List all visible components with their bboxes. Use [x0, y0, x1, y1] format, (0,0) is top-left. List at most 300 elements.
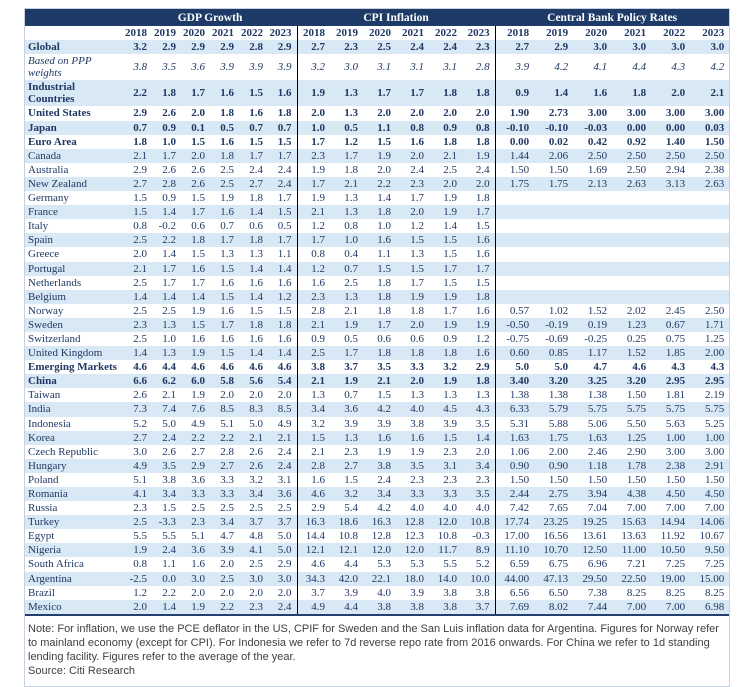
- cb-value: 0.02: [534, 135, 573, 149]
- gdp-value: 2.6: [239, 445, 268, 459]
- cpi-value: 1.7: [297, 233, 330, 247]
- gdp-value: 2.7: [123, 431, 152, 445]
- table-row: [25, 318, 729, 332]
- cb-value: [534, 247, 573, 261]
- gdp-value: 1.4: [152, 600, 181, 615]
- cb-value: [612, 191, 651, 205]
- cpi-value: 1.5: [363, 135, 396, 149]
- cpi-value: 2.3: [396, 473, 429, 487]
- cpi-value: 2.0: [462, 177, 495, 191]
- cb-value: 2.1: [690, 80, 729, 106]
- gdp-value: 2.2: [152, 586, 181, 600]
- cpi-value: 2.3: [330, 445, 363, 459]
- section-header-gdp: GDP Growth: [123, 9, 297, 26]
- row-label: Greece: [25, 247, 123, 261]
- cb-value: 3.9: [495, 54, 534, 80]
- gdp-value: 5.6: [239, 374, 268, 388]
- cpi-value: 4.6: [297, 487, 330, 501]
- gdp-value: 4.9: [268, 417, 297, 431]
- cpi-value: 10.8: [462, 515, 495, 529]
- gdp-value: 2.5: [239, 557, 268, 571]
- gdp-value: 2.8: [210, 445, 239, 459]
- gdp-value: 1.7: [268, 149, 297, 163]
- cpi-value: 3.1: [429, 459, 462, 473]
- cb-value: 8.25: [612, 586, 651, 600]
- cb-value: [534, 191, 573, 205]
- cpi-value: 1.7: [429, 304, 462, 318]
- gdp-value: -2.5: [123, 572, 152, 586]
- gdp-value: 5.5: [152, 529, 181, 543]
- table-row: [25, 54, 729, 80]
- gdp-value: 1.6: [181, 557, 210, 571]
- gdp-value: 2.2: [210, 600, 239, 615]
- cpi-value: 3.5: [462, 417, 495, 431]
- cb-value: 23.25: [534, 515, 573, 529]
- cpi-value: 1.7: [396, 80, 429, 106]
- gdp-value: 1.0: [152, 332, 181, 346]
- gdp-value: 2.5: [123, 276, 152, 290]
- row-label: Canada: [25, 149, 123, 163]
- label-column-header: [25, 26, 123, 40]
- gdp-value: 4.8: [239, 529, 268, 543]
- cpi-value: 1.3: [396, 247, 429, 261]
- row-label: Based on PPP weights: [25, 54, 123, 80]
- gdp-value: 6.2: [152, 374, 181, 388]
- table-row: [25, 586, 729, 600]
- cb-value: 2.73: [534, 106, 573, 120]
- cpi-value: 12.8: [396, 515, 429, 529]
- cpi-value: 14.0: [429, 572, 462, 586]
- cpi-value: 1.2: [462, 332, 495, 346]
- cb-value: 5.75: [651, 402, 690, 416]
- gdp-value: 0.9: [152, 121, 181, 135]
- gdp-value: 3.3: [210, 473, 239, 487]
- table-row: [25, 149, 729, 163]
- gdp-value: 3.1: [268, 473, 297, 487]
- gdp-value: 1.5: [239, 304, 268, 318]
- gdp-value: 1.5: [268, 205, 297, 219]
- cpi-value: 2.5: [429, 163, 462, 177]
- cpi-value: 3.8: [462, 586, 495, 600]
- cb-value: 6.75: [534, 557, 573, 571]
- cb-value: 1.63: [495, 431, 534, 445]
- gdp-value: 3.9: [210, 543, 239, 557]
- gdp-value: 5.5: [123, 529, 152, 543]
- gdp-value: 6.6: [123, 374, 152, 388]
- gdp-value: 1.7: [181, 276, 210, 290]
- gdp-value: 3.6: [268, 487, 297, 501]
- cb-value: 0.75: [651, 332, 690, 346]
- cpi-value: 1.8: [363, 205, 396, 219]
- table-row: [25, 163, 729, 177]
- gdp-value: 1.4: [239, 346, 268, 360]
- cb-value: 1.50: [534, 163, 573, 177]
- cpi-value: 1.4: [429, 219, 462, 233]
- cb-value: 0.19: [573, 318, 612, 332]
- gdp-value: 1.7: [239, 149, 268, 163]
- table-row: [25, 402, 729, 416]
- cb-value: 9.50: [690, 543, 729, 557]
- cb-value: -0.03: [573, 121, 612, 135]
- gdp-value: 0.1: [181, 121, 210, 135]
- cb-value: 3.00: [612, 106, 651, 120]
- table-row: [25, 360, 729, 374]
- gdp-value: 2.0: [181, 149, 210, 163]
- row-label: Russia: [25, 501, 123, 515]
- gdp-value: 2.5: [152, 304, 181, 318]
- cpi-value: 1.5: [363, 388, 396, 402]
- cb-value: 13.61: [573, 529, 612, 543]
- cpi-value: 1.8: [429, 135, 462, 149]
- cpi-value: 2.5: [297, 346, 330, 360]
- cpi-value: 1.7: [330, 346, 363, 360]
- section-header-row: [25, 9, 729, 26]
- cb-value: [495, 233, 534, 247]
- cb-value: 5.06: [573, 417, 612, 431]
- cpi-value: 34.3: [297, 572, 330, 586]
- cb-value: 1.6: [573, 80, 612, 106]
- cpi-value: 3.3: [429, 487, 462, 501]
- cb-value: 2.50: [690, 304, 729, 318]
- cb-value: 7.25: [690, 557, 729, 571]
- cb-value: 2.63: [612, 177, 651, 191]
- cpi-value: 1.9: [429, 290, 462, 304]
- row-label: China: [25, 374, 123, 388]
- cpi-value: 1.8: [396, 346, 429, 360]
- cpi-value: 4.3: [462, 402, 495, 416]
- cb-value: 1.52: [573, 304, 612, 318]
- cb-value: 1.02: [534, 304, 573, 318]
- cpi-value: 2.0: [429, 106, 462, 120]
- cb-value: 7.00: [690, 501, 729, 515]
- cpi-value: 1.3: [297, 388, 330, 402]
- cpi-value: 2.8: [297, 459, 330, 473]
- row-label: India: [25, 402, 123, 416]
- gdp-value: 4.9: [181, 417, 210, 431]
- gdp-value: 1.8: [123, 135, 152, 149]
- gdp-value: 2.2: [210, 431, 239, 445]
- gdp-value: 3.4: [210, 515, 239, 529]
- cb-value: 1.18: [573, 459, 612, 473]
- cpi-value: 0.8: [396, 121, 429, 135]
- cb-value: 11.00: [612, 543, 651, 557]
- cb-value: 0.9: [495, 80, 534, 106]
- cpi-value: 16.3: [363, 515, 396, 529]
- gdp-value: 2.5: [123, 515, 152, 529]
- table-row: [25, 276, 729, 290]
- gdp-value: 1.6: [268, 276, 297, 290]
- cpi-value: 12.1: [330, 543, 363, 557]
- cb-value: 1.69: [573, 163, 612, 177]
- table-row: [25, 543, 729, 557]
- year-header-cpi: 2022: [429, 26, 462, 40]
- cpi-value: 1.8: [429, 80, 462, 106]
- cb-value: 2.0: [651, 80, 690, 106]
- cpi-value: 1.5: [429, 247, 462, 261]
- cpi-value: 1.5: [396, 262, 429, 276]
- gdp-value: 1.5: [181, 191, 210, 205]
- table-body: [25, 40, 729, 615]
- cb-value: 1.40: [651, 135, 690, 149]
- row-label: Mexico: [25, 600, 123, 615]
- year-header-cb: 2018: [495, 26, 534, 40]
- cb-value: [651, 247, 690, 261]
- cb-value: 5.79: [534, 402, 573, 416]
- cpi-value: 1.9: [396, 445, 429, 459]
- cpi-value: 1.5: [363, 262, 396, 276]
- gdp-value: 2.0: [210, 388, 239, 402]
- cpi-value: 1.2: [297, 219, 330, 233]
- cpi-value: 1.7: [429, 262, 462, 276]
- gdp-value: 2.6: [181, 177, 210, 191]
- row-label: Egypt: [25, 529, 123, 543]
- cb-value: 3.0: [573, 40, 612, 54]
- cpi-value: 1.5: [462, 276, 495, 290]
- year-header-gdp: 2023: [268, 26, 297, 40]
- cb-value: [690, 262, 729, 276]
- cpi-value: 0.8: [462, 121, 495, 135]
- gdp-value: 4.7: [210, 529, 239, 543]
- cpi-value: 1.9: [462, 149, 495, 163]
- gdp-value: 1.6: [210, 135, 239, 149]
- cb-value: 0.00: [612, 121, 651, 135]
- gdp-value: 1.4: [268, 262, 297, 276]
- gdp-value: 4.6: [239, 360, 268, 374]
- cb-value: 1.8: [612, 80, 651, 106]
- cb-value: [651, 233, 690, 247]
- cb-value: [612, 205, 651, 219]
- gdp-value: 2.0: [210, 586, 239, 600]
- cb-value: 1.50: [495, 163, 534, 177]
- cb-value: 1.81: [651, 388, 690, 402]
- cpi-value: 1.5: [330, 473, 363, 487]
- gdp-value: 2.0: [123, 247, 152, 261]
- cb-value: 4.50: [651, 487, 690, 501]
- cpi-value: 0.5: [330, 121, 363, 135]
- cb-value: 4.3: [651, 54, 690, 80]
- cb-value: 1.38: [495, 388, 534, 402]
- gdp-value: 1.7: [210, 233, 239, 247]
- cpi-value: 2.3: [297, 290, 330, 304]
- gdp-value: 1.5: [239, 80, 268, 106]
- gdp-value: 3.0: [181, 572, 210, 586]
- section-header-cpi: CPI Inflation: [297, 9, 495, 26]
- cpi-value: 3.3: [396, 487, 429, 501]
- cb-value: [534, 276, 573, 290]
- cb-value: 47.13: [534, 572, 573, 586]
- row-label: Industrial Countries: [25, 80, 123, 106]
- gdp-value: 2.7: [210, 459, 239, 473]
- cb-value: 3.00: [573, 106, 612, 120]
- gdp-value: 2.9: [152, 40, 181, 54]
- gdp-value: 1.8: [239, 318, 268, 332]
- cb-value: 15.63: [612, 515, 651, 529]
- gdp-value: 1.5: [123, 191, 152, 205]
- gdp-value: 1.6: [210, 80, 239, 106]
- cb-value: 5.31: [495, 417, 534, 431]
- cpi-value: 1.7: [297, 177, 330, 191]
- cb-value: 5.50: [612, 417, 651, 431]
- gdp-value: 0.5: [268, 219, 297, 233]
- cb-value: [612, 290, 651, 304]
- cb-value: [612, 276, 651, 290]
- cpi-value: 0.6: [363, 332, 396, 346]
- gdp-value: 2.4: [268, 459, 297, 473]
- gdp-value: 1.6: [210, 205, 239, 219]
- gdp-value: 2.9: [181, 459, 210, 473]
- gdp-value: 3.9: [210, 54, 239, 80]
- cpi-value: 8.9: [462, 543, 495, 557]
- cb-value: 2.63: [690, 177, 729, 191]
- row-label: Italy: [25, 219, 123, 233]
- gdp-value: 1.7: [181, 205, 210, 219]
- cb-value: 3.40: [495, 374, 534, 388]
- cb-value: [573, 233, 612, 247]
- gdp-value: 2.9: [181, 40, 210, 54]
- gdp-value: 2.7: [181, 445, 210, 459]
- gdp-value: 2.9: [210, 40, 239, 54]
- cpi-value: 5.3: [396, 557, 429, 571]
- table-row: [25, 121, 729, 135]
- cpi-value: 4.0: [462, 501, 495, 515]
- gdp-value: 1.2: [123, 586, 152, 600]
- cb-value: 7.00: [612, 501, 651, 515]
- cpi-value: 2.5: [363, 40, 396, 54]
- cb-value: 7.38: [573, 586, 612, 600]
- gdp-value: 1.4: [152, 290, 181, 304]
- gdp-value: 0.5: [210, 121, 239, 135]
- gdp-value: 1.4: [268, 346, 297, 360]
- cpi-value: 1.9: [330, 318, 363, 332]
- gdp-value: 4.9: [123, 459, 152, 473]
- cb-value: 1.50: [495, 473, 534, 487]
- macro-forecast-table: [25, 9, 729, 616]
- cb-value: 0.00: [495, 135, 534, 149]
- gdp-value: 0.8: [123, 557, 152, 571]
- cb-value: 2.06: [534, 149, 573, 163]
- cb-value: [651, 262, 690, 276]
- gdp-value: 0.7: [123, 121, 152, 135]
- cb-value: 14.06: [690, 515, 729, 529]
- gdp-value: 1.3: [152, 346, 181, 360]
- row-label: Emerging Markets: [25, 360, 123, 374]
- cb-value: -0.50: [495, 318, 534, 332]
- cpi-value: 4.2: [363, 402, 396, 416]
- cb-value: [573, 191, 612, 205]
- row-label: Turkey: [25, 515, 123, 529]
- row-label: Czech Republic: [25, 445, 123, 459]
- gdp-value: 1.6: [181, 262, 210, 276]
- cb-value: 2.7: [495, 40, 534, 54]
- cpi-value: 2.3: [429, 473, 462, 487]
- cpi-value: 2.1: [330, 177, 363, 191]
- gdp-value: 1.2: [268, 290, 297, 304]
- cb-value: [573, 247, 612, 261]
- cpi-value: 1.6: [462, 304, 495, 318]
- row-label: South Africa: [25, 557, 123, 571]
- cpi-value: 2.3: [462, 473, 495, 487]
- cpi-value: 3.2: [297, 417, 330, 431]
- gdp-value: 2.5: [210, 501, 239, 515]
- row-label: Global: [25, 40, 123, 54]
- cb-value: 0.60: [495, 346, 534, 360]
- cb-value: 5.25: [690, 417, 729, 431]
- row-label: Hungary: [25, 459, 123, 473]
- gdp-value: 1.5: [268, 304, 297, 318]
- cb-value: 2.90: [612, 445, 651, 459]
- cpi-value: 1.8: [462, 80, 495, 106]
- cb-value: 17.74: [495, 515, 534, 529]
- cpi-value: 2.4: [396, 40, 429, 54]
- footnote: [25, 616, 729, 686]
- cpi-value: -0.3: [462, 529, 495, 543]
- cpi-value: 2.2: [363, 177, 396, 191]
- gdp-value: 1.6: [210, 332, 239, 346]
- cb-value: -0.19: [534, 318, 573, 332]
- year-header-cpi: 2023: [462, 26, 495, 40]
- cpi-value: 0.9: [297, 332, 330, 346]
- cb-value: 4.38: [612, 487, 651, 501]
- gdp-value: 4.6: [123, 360, 152, 374]
- cb-value: [495, 191, 534, 205]
- cpi-value: 5.5: [429, 557, 462, 571]
- cpi-value: 0.4: [330, 247, 363, 261]
- cb-value: 1.50: [690, 135, 729, 149]
- cpi-value: 3.9: [429, 417, 462, 431]
- gdp-value: 1.5: [181, 247, 210, 261]
- table-row: [25, 177, 729, 191]
- cb-value: [573, 205, 612, 219]
- cb-value: 2.50: [612, 163, 651, 177]
- cb-value: 3.0: [690, 40, 729, 54]
- cb-value: 5.0: [495, 360, 534, 374]
- gdp-value: 1.5: [152, 501, 181, 515]
- gdp-value: 5.4: [268, 374, 297, 388]
- cb-value: 5.88: [534, 417, 573, 431]
- gdp-value: 5.1: [181, 529, 210, 543]
- gdp-value: 1.5: [210, 290, 239, 304]
- table-row: [25, 40, 729, 54]
- cpi-value: 1.5: [297, 431, 330, 445]
- cb-value: 10.70: [534, 543, 573, 557]
- cpi-value: 1.8: [462, 290, 495, 304]
- gdp-value: 3.6: [181, 54, 210, 80]
- gdp-value: 2.4: [268, 445, 297, 459]
- gdp-value: 1.4: [239, 290, 268, 304]
- row-label: Japan: [25, 121, 123, 135]
- gdp-value: 1.3: [152, 318, 181, 332]
- cpi-value: 3.8: [429, 586, 462, 600]
- cb-value: 12.50: [573, 543, 612, 557]
- cpi-value: 3.6: [330, 402, 363, 416]
- cb-value: 3.00: [690, 445, 729, 459]
- cpi-value: 2.1: [297, 445, 330, 459]
- cpi-value: 1.1: [363, 121, 396, 135]
- gdp-value: 5.2: [123, 417, 152, 431]
- cpi-value: 3.7: [462, 600, 495, 615]
- cpi-value: 5.4: [330, 501, 363, 515]
- gdp-value: 2.0: [181, 106, 210, 120]
- cb-value: 1.00: [690, 431, 729, 445]
- cb-value: 4.1: [573, 54, 612, 80]
- cb-value: 0.92: [612, 135, 651, 149]
- cpi-value: 2.0: [396, 106, 429, 120]
- cb-value: 17.00: [495, 529, 534, 543]
- cb-value: 2.50: [573, 149, 612, 163]
- cpi-value: 12.3: [396, 529, 429, 543]
- cb-value: 2.44: [495, 487, 534, 501]
- cpi-value: 1.9: [330, 374, 363, 388]
